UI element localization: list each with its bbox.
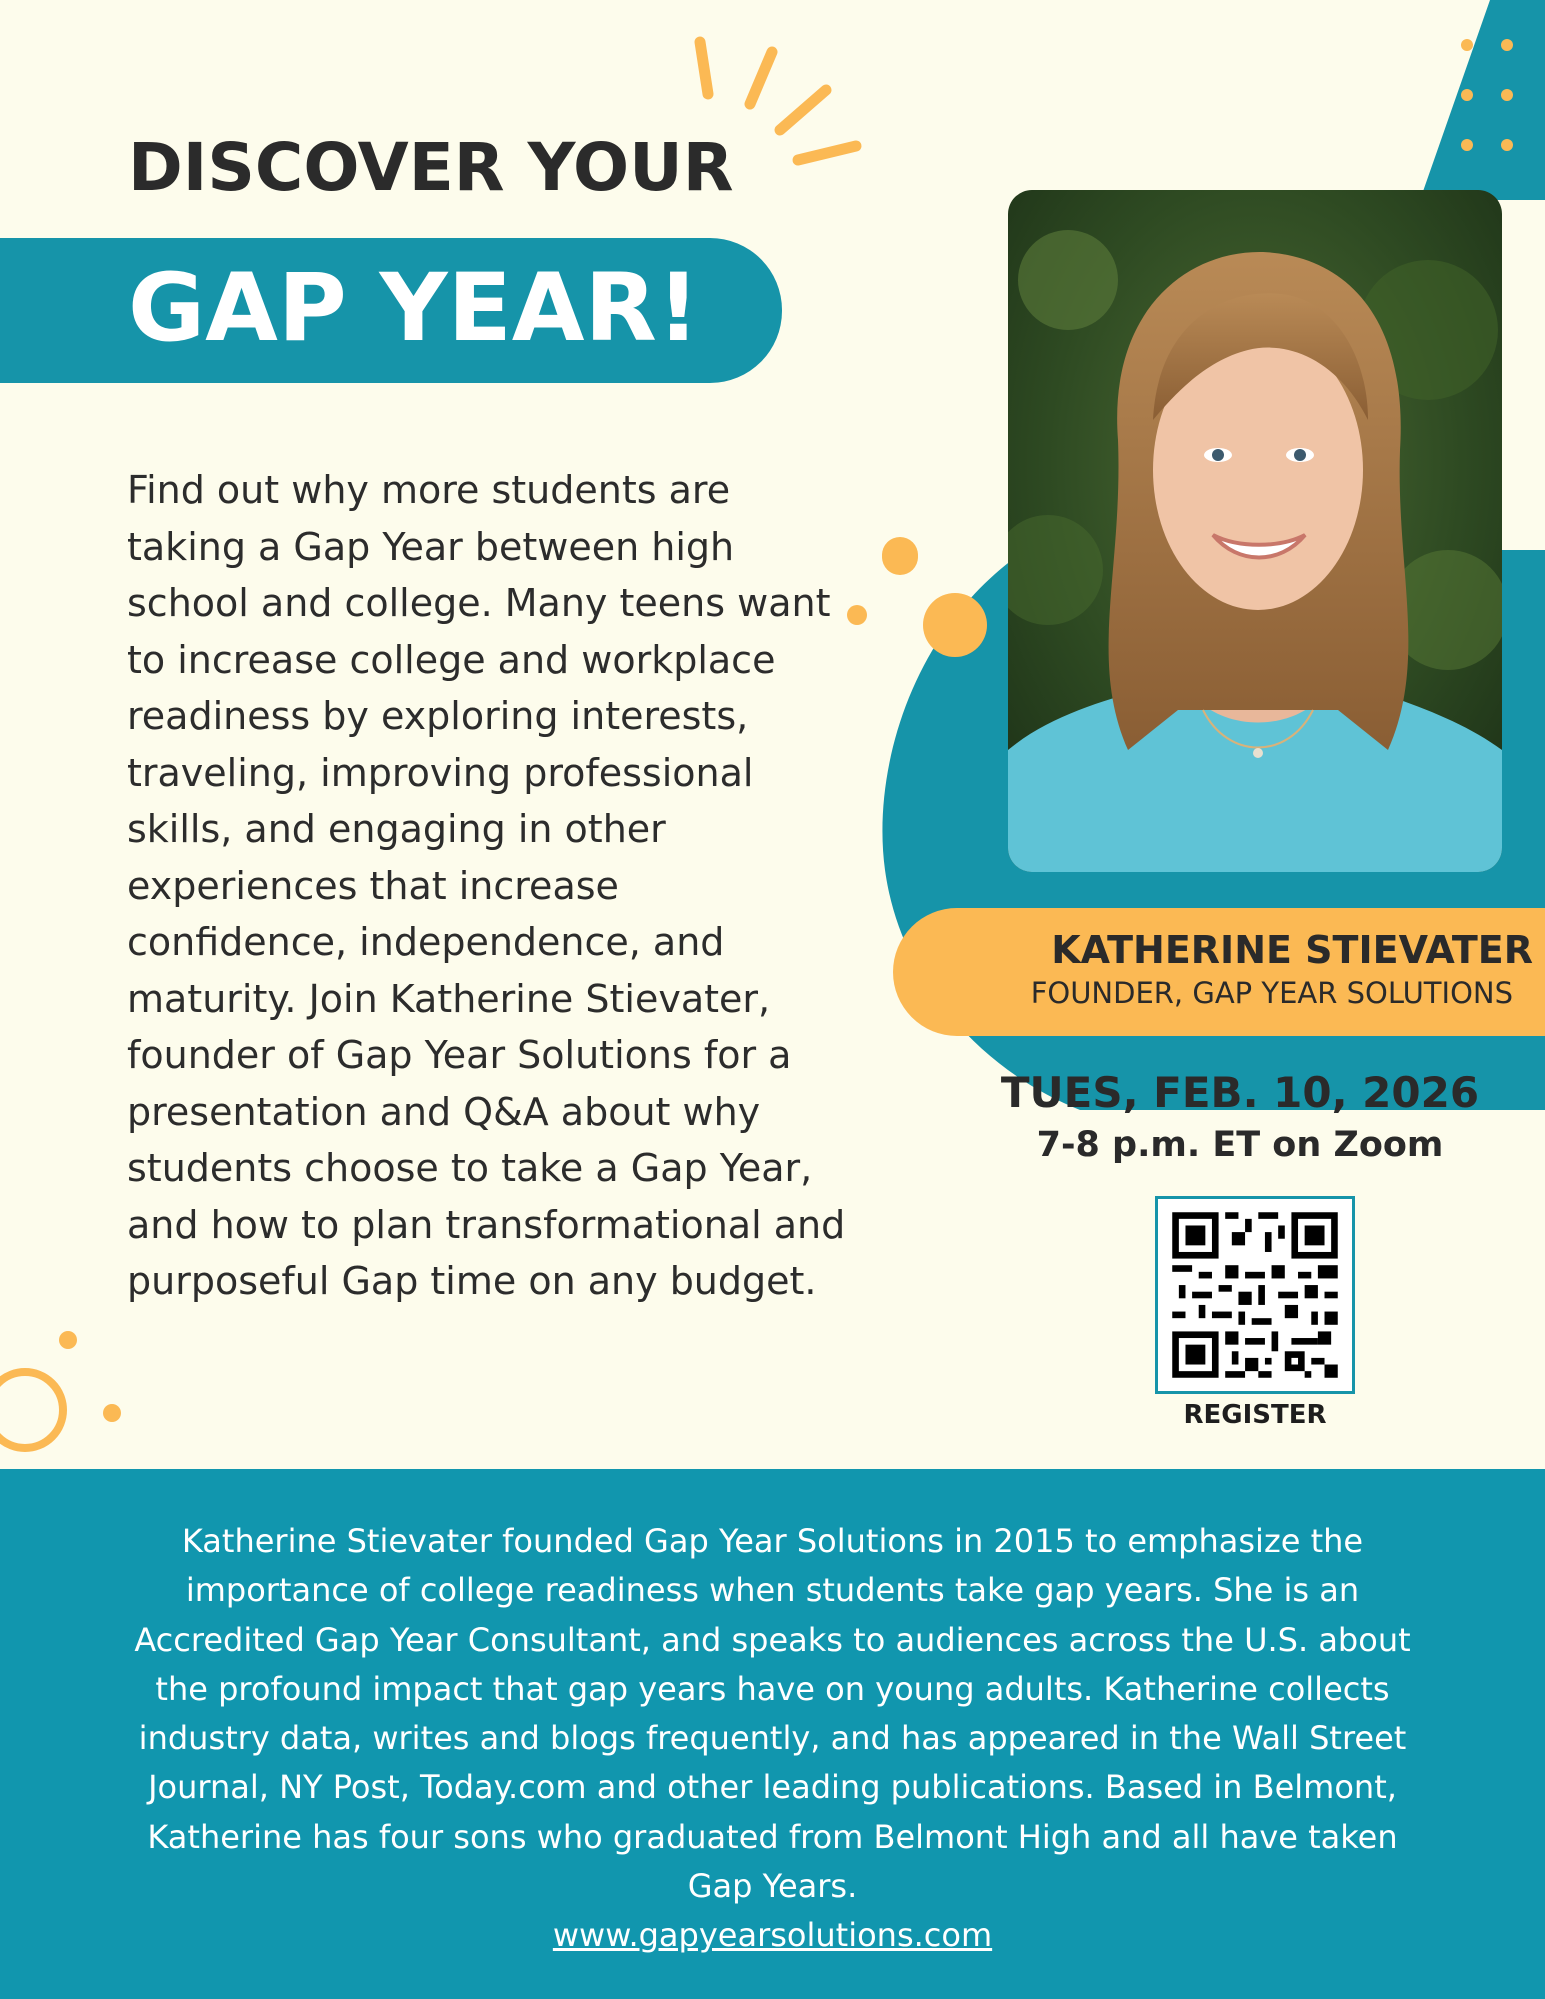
orange-dots-decoration <box>840 530 920 650</box>
speaker-photo <box>1008 190 1502 872</box>
headline-line1: DISCOVER YOUR <box>128 129 734 206</box>
intro-paragraph: Find out why more students are taking a Gap Year between high school and college. Many teens want to increase college and workplace readiness by exploring interests, traveling, improving professional skills, and engaging in other experiences that increase confidence, independence, and maturity. Join Katherine Stievater, founder of Gap Year Solutions for a presentation and Q&A about why students choose to take a Gap Year, and how to plan transformational and purposeful Gap time on any budget. <box>127 468 846 1303</box>
dot-grid-decoration <box>1455 30 1545 160</box>
speaker-bio: Katherine Stievater founded Gap Year Solutions in 2015 to emphasize the importance of college readiness when students take gap years. She is an Accredited Gap Year Consultant, and speaks to audiences across the U.S. about the profound impact that gap years have on young adults. Katherine collects industry data, writes and blogs frequently, and has appeared in the Wall Street Journal, NY Post, Today.com and other leading publications. Based in Belmont, Katherine has four sons who graduated from Belmont High and all have taken Gap Years. <box>134 1522 1411 1906</box>
speaker-name: KATHERINE STIEVATER <box>1051 928 1533 972</box>
website-link[interactable]: www.gapyearsolutions.com <box>552 1916 993 1954</box>
speaker-role: FOUNDER, GAP YEAR SOLUTIONS <box>1030 976 1513 1010</box>
register-qr-code[interactable] <box>1155 1196 1355 1394</box>
register-label: REGISTER <box>1183 1400 1327 1430</box>
circle-decoration-left <box>0 1310 140 1460</box>
headline-line2: GAP YEAR! <box>128 254 700 363</box>
event-date: TUES, FEB. 10, 2026 <box>1000 1068 1480 1117</box>
event-time: 7-8 p.m. ET on Zoom <box>1036 1125 1444 1165</box>
